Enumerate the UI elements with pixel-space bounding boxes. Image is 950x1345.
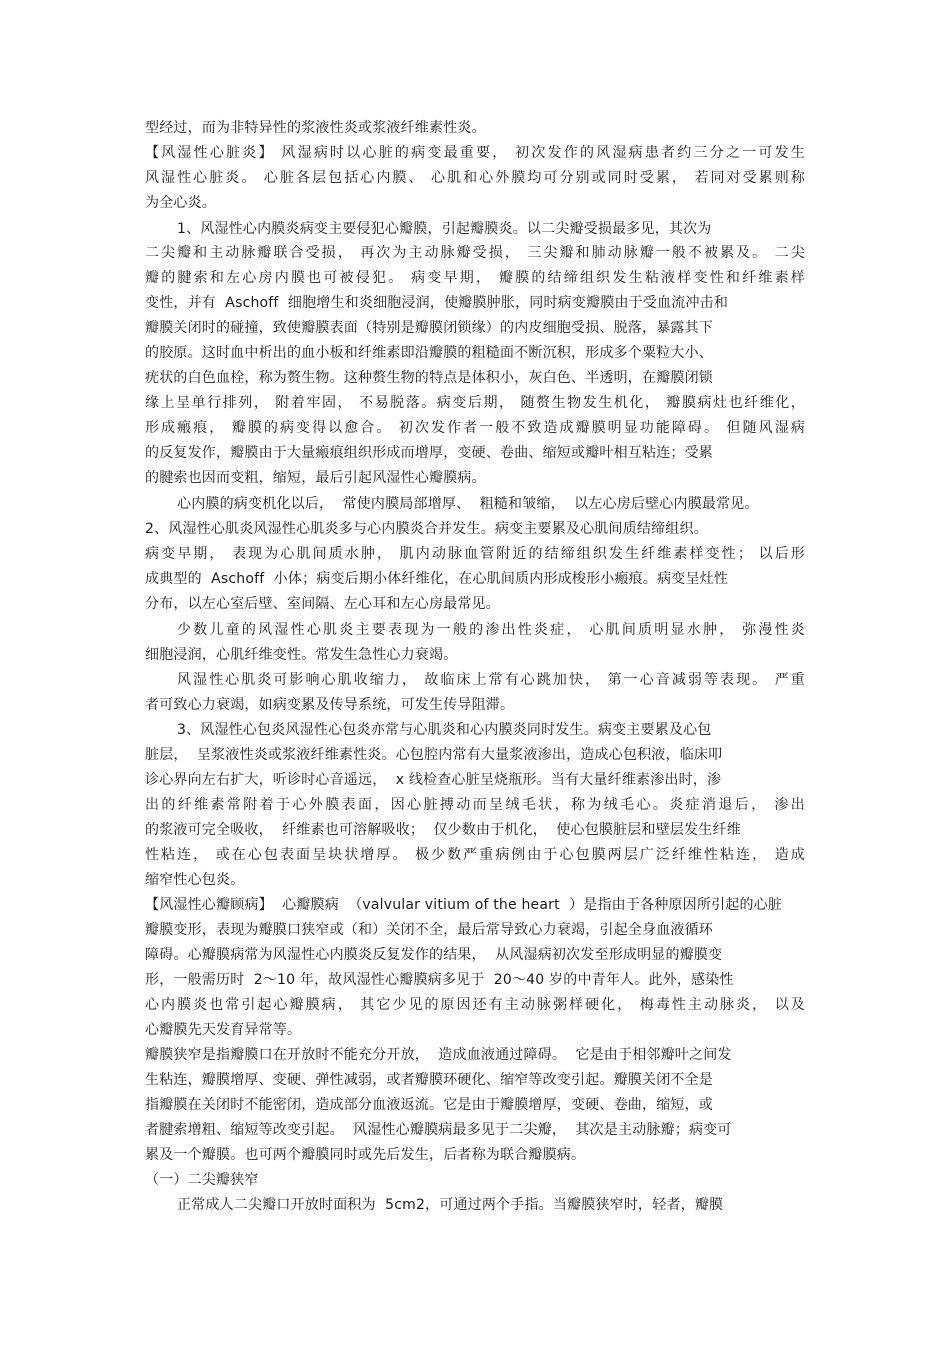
text-line: 细胞浸润，心肌纤维变性。常发生急性心力衰竭。 <box>145 647 458 663</box>
text-line: 风湿性心肌炎可影响心肌收缩力， 故临床上常有心跳加快， 第一心音减弱等表现。 严重 <box>177 672 805 688</box>
text-line: 变性，并有 Aschoff 细胞增生和炎细胞浸润，使瓣膜肿胀，同时病变瓣膜由于受血流冲击和 <box>145 295 729 311</box>
subsection-heading: （一）二尖瓣狭窄 <box>145 1172 259 1188</box>
text-line: 形，一般需历时 2～10 年，故风湿性心瓣膜病多见于 20～40 岁的中青年人。此外，感染性 <box>145 972 734 988</box>
text-line: 瓣膜变形，表现为瓣膜口狭窄或（和）关闭不全，最后常导致心力衰竭，引起全身血液循环 <box>145 922 713 938</box>
text-line: 病变早期， 表现为心肌间质水肿， 肌内动脉血管附近的结缔组织发生纤维素样变性； 以后形 <box>145 546 805 562</box>
numbered-paragraph-line: 2、风湿性心肌炎风湿性心肌炎多与心内膜炎合并发生。病变主要累及心肌间质结缔组织。 <box>145 521 708 537</box>
text-line: 为全心炎。 <box>145 195 216 211</box>
text-line: 的浆液可完全吸收， 纤维素也可溶解吸收； 仅少数由于机化， 使心包膜脏层和壁层发生纤维 <box>145 822 741 838</box>
text-line: 出的纤维素常附着于心外膜表面，因心脏搏动而呈绒毛状，称为绒毛心。炎症消退后， 渗出 <box>145 797 805 813</box>
text-line: 瓣膜狭窄是指瓣膜口在开放时不能充分开放， 造成血液通过障碍。 它是由于相邻瓣叶之间发 <box>145 1047 732 1063</box>
text-line: 分布，以左心室后壁、室间隔、左心耳和左心房最常见。 <box>145 596 500 612</box>
text-line: 脏层， 呈浆液性炎或浆液纤维素性炎。心包腔内常有大量浆液渗出，造成心包积液，临床叩 <box>145 747 723 763</box>
text-line: 的反复发作，瓣膜由于大量瘢痕组织形成而增厚，变硬、卷曲、缩短或瓣叶相互粘连；受累 <box>145 445 713 461</box>
text-line: 风湿性心脏炎。 心脏各层包括心内膜、 心肌和心外膜均可分别或同时受累， 若同对受累则称 <box>145 170 805 186</box>
text-line: 生粘连，瓣膜增厚、变硬、弹性减弱，或者瓣膜环硬化、缩窄等改变引起。瓣膜关闭不全是 <box>145 1072 713 1088</box>
text-line: 指瓣膜在关闭时不能密闭，造成部分血液返流。它是由于瓣膜增厚，变硬、卷曲，缩短，或 <box>145 1097 713 1113</box>
section-heading-line: 【风湿性心脏炎】 风湿病时以心脏的病变最重要， 初次发作的风湿病患者约三分之一可发生 <box>145 145 805 161</box>
text-line: 的腱索也因而变粗，缩短，最后引起风湿性心瓣膜病。 <box>145 470 486 486</box>
text-line: 瓣膜关闭时的碰撞，致使瓣膜表面（特别是瓣膜闭锁缘）的内皮细胞受损、脱落，暴露其下 <box>145 320 713 336</box>
text-line: 者腱索增粗、缩短等改变引起。 风湿性心瓣膜病最多见于二尖瓣， 其次是主动脉瓣；病变可 <box>145 1122 732 1138</box>
text-line: 型经过，而为非特异性的浆液性炎或浆液纤维素性炎。 <box>145 120 486 136</box>
text-line: 心内膜的病变机化以后， 常使内膜局部增厚、 粗糙和皱缩， 以左心房后壁心内膜最常见。 <box>177 496 759 512</box>
section-heading-line: 【风湿性心瓣顾病】 心瓣膜病 （valvular vitium of the heart ）是指由于各种原因所引起的心脏 <box>145 897 783 913</box>
numbered-paragraph-line: 3、风湿性心包炎风湿性心包炎亦常与心肌炎和心内膜炎同时发生。病变主要累及心包 <box>177 722 712 738</box>
text-line: 的胶原。这时血中析出的血小板和纤维素即沿瓣膜的粗糙面不断沉积，形成多个粟粒大小、 <box>145 345 713 361</box>
text-line: 缩窄性心包炎。 <box>145 872 245 888</box>
text-line: 形成瘢痕， 瓣膜的病变得以愈合。 初次发作者一般不致造成瓣膜明显功能障碍。 但随风湿病 <box>145 420 805 436</box>
text-line: 二尖瓣和主动脉瓣联合受损， 再次为主动脉瓣受损， 三尖瓣和肺动脉瓣一般不被累及。 二尖 <box>145 245 805 261</box>
text-line: 性粘连， 或在心包表面呈块状增厚。 极少数严重病例由于心包膜两层广泛纤维性粘连， 造成 <box>145 847 805 863</box>
text-line: 瓣的腱索和左心房内膜也可被侵犯。 病变早期， 瓣膜的结缔组织发生粘液样变性和纤维素样 <box>145 270 805 286</box>
text-line: 者可致心力衰竭，如病变累及传导系统，可发生传导阻滞。 <box>145 697 515 713</box>
text-line: 缘上呈单行排列， 附着牢固， 不易脱落。病变后期， 随赘生物发生机化， 瓣膜病灶也纤维化， <box>145 395 805 411</box>
text-line: 正常成人二尖瓣口开放时面积为 5cm2，可通过两个手指。当瓣膜狭窄时，轻者，瓣膜 <box>177 1197 724 1213</box>
numbered-paragraph-line: 1、风湿性心内膜炎病变主要侵犯心瓣膜，引起瓣膜炎。以二尖瓣受损最多见，其次为 <box>177 221 712 237</box>
text-line: 心瓣膜先天发育异常等。 <box>145 1022 302 1038</box>
text-line: 心内膜炎也常引起心瓣膜病， 其它少见的原因还有主动脉粥样硬化， 梅毒性主动脉炎， 以及 <box>145 997 805 1013</box>
text-line: 成典型的 Aschoff 小体；病变后期小体纤维化，在心肌间质内形成梭形小瘢痕。病变呈灶性 <box>145 571 729 587</box>
text-line: 累及一个瓣膜。也可两个瓣膜同时或先后发生，后者称为联合瓣膜病。 <box>145 1147 586 1163</box>
text-line: 障碍。心瓣膜病常为风湿性心内膜炎反复发作的结果， 从风湿病初次发至形成明显的瓣膜变 <box>145 947 723 963</box>
text-line: 诊心界向左右扩大，听诊时心音遥远， x 线检查心脏呈烧瓶形。当有大量纤维素渗出时，渗 <box>145 772 722 788</box>
text-line: 疣状的白色血栓，称为赘生物。这种赘生物的特点是体积小，灰白色、半透明，在瓣膜闭锁 <box>145 370 713 386</box>
text-line: 少数儿童的风湿性心肌炎主要表现为一般的渗出性炎症， 心肌间质明显水肿， 弥漫性炎 <box>177 622 805 638</box>
